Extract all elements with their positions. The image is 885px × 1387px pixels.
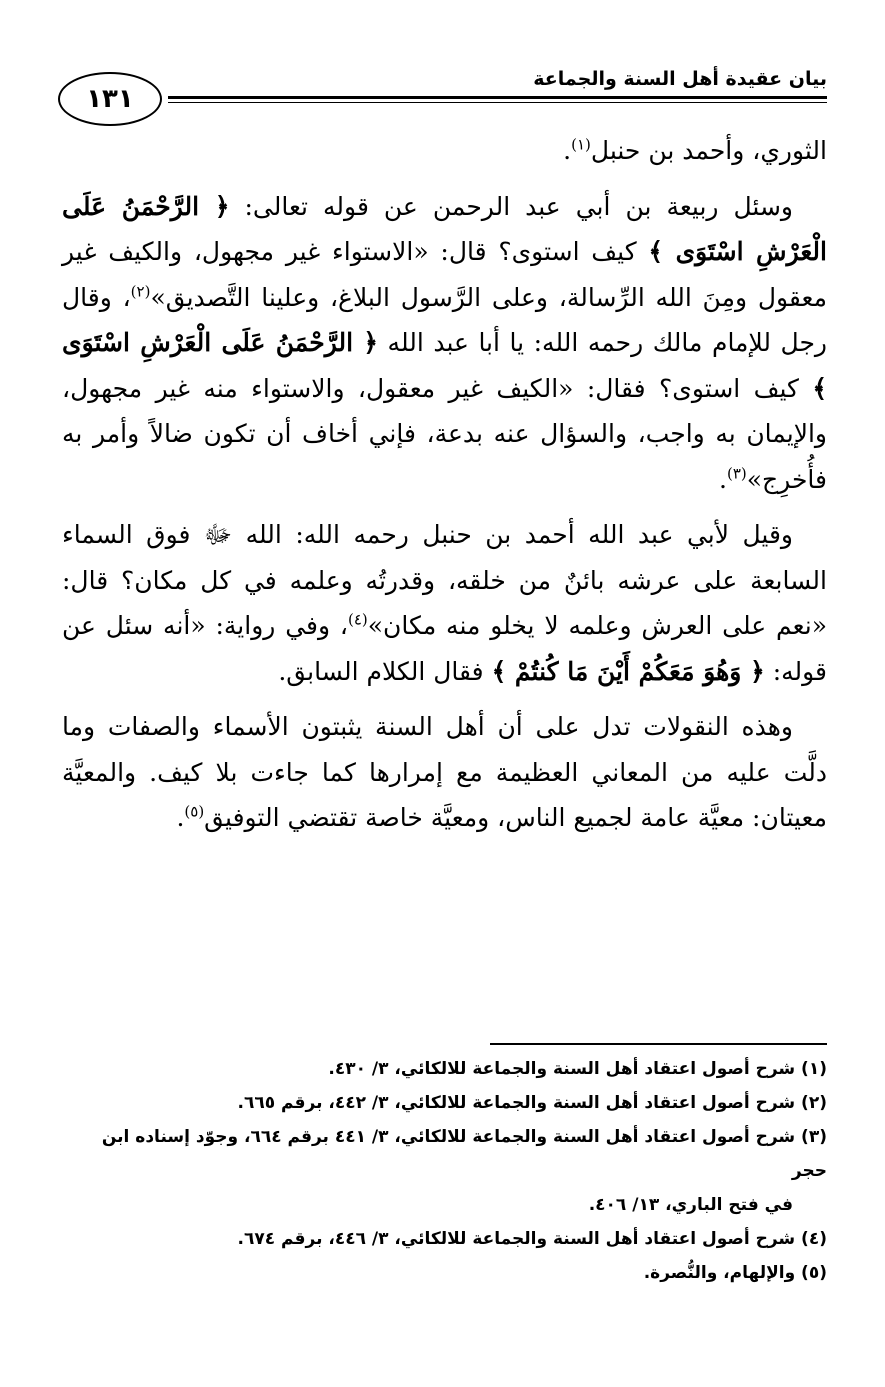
page-header	[58, 60, 827, 130]
footnote-2: (٢) شرح أصول اعتقاد أهل السنة والجماعة للالكائي، ٣/ ٤٤٢، برقم ٦٦٥.	[237, 1093, 827, 1113]
paragraph-1-end: .	[563, 136, 572, 165]
running-title: بيان عقيدة أهل السنة والجماعة	[533, 68, 827, 90]
footnote-ref-2: (٢)	[130, 282, 151, 301]
paragraph-3	[62, 512, 827, 694]
footnote-ref-3: (٣)	[726, 464, 747, 483]
footnotes	[62, 1052, 827, 1290]
footnote-ref-5: (٥)	[184, 802, 205, 821]
paragraph-2-end: .	[719, 464, 727, 494]
paragraph-3-b: ، وفي رواية: «أنه سئل عن قوله:	[62, 611, 827, 686]
quran-verse-2: ﴿ الرَّحْمَنُ عَلَى الْعَرْشِ اسْتَوَى ﴾	[62, 328, 827, 403]
paragraph-3-c: فقال الكلام السابق.	[278, 656, 484, 686]
paragraph-4-end: .	[176, 803, 185, 832]
paragraph-4-text: وهذه النقولات تدل على أن أهل السنة يثبتون الأسماء والصفات وما دلَّت عليه من المعاني العظيمة مع إمرارها كما جاءت بلا كيف. والمعيَّة معيتان: معيَّة عامة لجميع الناس، ومعيَّة خاصة تقتضي التوفيق	[62, 712, 827, 832]
paragraph-2-d: كيف استوى؟ فقال: «الكيف غير معقول، والاستواء منه غير مجهول، والإيمان به واجب، والسؤال عنه بدعة، فإني أخاف أن تكون ضالاً وأمر به فأُخرِج»	[62, 373, 827, 494]
header-rule-thick	[168, 96, 827, 99]
paragraph-1	[62, 128, 827, 174]
body-text	[62, 128, 827, 851]
header-rule-thin	[168, 102, 827, 103]
quran-verse-3: ﴿ وَهُوَ مَعَكُمْ أَيْنَ مَا كُنتُمْ ﴾	[491, 656, 765, 686]
paragraph-2-a: وسئل ربيعة بن أبي عبد الرحمن عن قوله تعالى:	[244, 191, 793, 221]
footnote-ref-4: (٤)	[347, 610, 368, 629]
paragraph-1-text: الثوري، وأحمد بن حنبل	[590, 136, 827, 165]
quran-verse-1: ﴿ الرَّحْمَنُ عَلَى الْعَرْشِ اسْتَوَى ﴾	[62, 191, 827, 266]
paragraph-2-c: ، وقال رجل للإمام مالك رحمه الله: يا أبا عبد الله	[62, 282, 827, 357]
paragraph-2-b: كيف استوى؟ قال: «الاستواء غير مجهول، والكيف غير معقول ومِنَ الله الرِّسالة، وعلى الرَّسول البلاغ، وعلينا التَّصديق»	[62, 237, 828, 312]
footnote-separator	[490, 1043, 827, 1045]
page-number: ١٣١	[86, 84, 134, 114]
footnote-1: (١) شرح أصول اعتقاد أهل السنة والجماعة للالكائي، ٣/ ٤٣٠.	[328, 1059, 827, 1079]
footnote-3-continuation: في فتح الباري، ١٣/ ٤٠٦.	[588, 1195, 793, 1215]
paragraph-3-a: وقيل لأبي عبد الله أحمد بن حنبل رحمه الله: الله ﷻ فوق السماء السابعة على عرشه بائنٌ من خلقه، وقدرتُه وعلمه في كل مكان؟ قال: «نعم على العرش وعلمه لا يخلو منه مكان»	[62, 520, 827, 640]
footnote-3: (٣) شرح أصول اعتقاد أهل السنة والجماعة للالكائي، ٣/ ٤٤١ برقم ٦٦٤، وجوّد إسناده ابن حجر	[101, 1127, 827, 1181]
footnote-4: (٤) شرح أصول اعتقاد أهل السنة والجماعة للالكائي، ٣/ ٤٤٦، برقم ٦٧٤.	[237, 1229, 827, 1249]
footnote-5: (٥) والإلهام، والنُّصرة.	[643, 1263, 827, 1283]
paragraph-2	[62, 184, 827, 503]
paragraph-4	[62, 704, 827, 841]
page-number-oval	[58, 72, 162, 126]
footnote-ref-1: (١)	[571, 135, 591, 154]
